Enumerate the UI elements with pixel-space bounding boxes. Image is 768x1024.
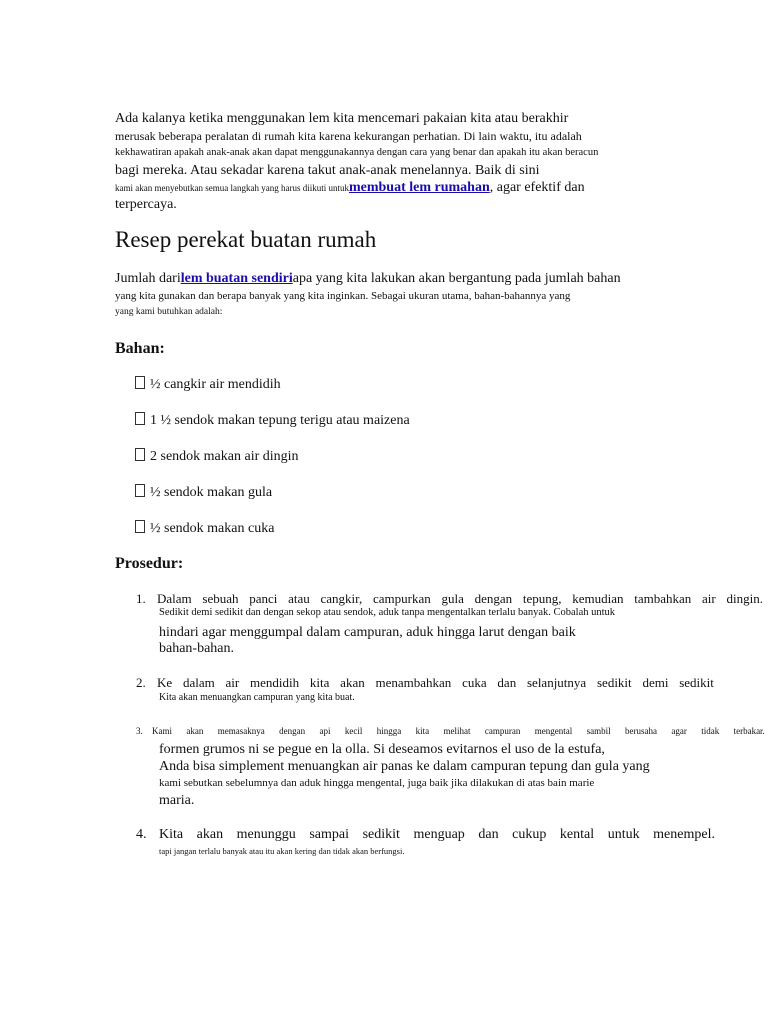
step-word: cuka (462, 675, 487, 690)
step-word: kita (415, 726, 430, 736)
ingredient-item (135, 520, 274, 537)
step-word: dan (478, 827, 499, 842)
step-word: tidak (701, 726, 720, 736)
step-1-line-3: hindari agar menggumpal dalam campuran, aduk hingga larut dengan baik (159, 625, 576, 640)
step-word: sedikit (679, 675, 714, 690)
step-word: hingga (376, 726, 402, 736)
step-4-line-2: tapi jangan terlalu banyak atau itu akan kering dan tidak akan berfungsi. (159, 846, 405, 856)
step-1-line-2: Sedikit demi sedikit dan dengan sekop atau sendok, aduk tanpa mengentalkan terlalu banyak. Cobalah untuk (159, 607, 616, 618)
bullet-box-icon (135, 376, 145, 389)
step-3-line-5: maria. (159, 793, 195, 808)
page-title: Resep perekat buatan rumah (115, 227, 377, 252)
step-word: demi (642, 675, 669, 690)
step-word: tambahkan (634, 591, 692, 606)
step-word: menunggu (236, 827, 296, 842)
step-word: kecil (344, 726, 363, 736)
ingredient-text: 1 ½ sendok makan tepung terigu atau maizena (150, 413, 410, 428)
step-1-line-1 (157, 591, 763, 607)
ingredient-text: ½ sendok makan cuka (150, 521, 275, 536)
ingredient-item (135, 448, 299, 465)
step-word: sampai (309, 827, 349, 842)
intro-line-4: bagi mereka. Atau sekadar karena takut anak-anak menelannya. Baik di sini (115, 163, 540, 178)
bullet-box-icon (135, 520, 145, 533)
step-word: akan (196, 827, 224, 842)
step-word: dingin. (726, 591, 763, 606)
step-word: air (702, 591, 716, 606)
step-word: mengental (534, 726, 573, 736)
step-word: sedikit (362, 827, 400, 842)
step-word: agar (671, 726, 687, 736)
step-word: kemudian (572, 591, 624, 606)
step-word: cukup (512, 827, 547, 842)
step-1-line-4: bahan-bahan. (159, 641, 235, 656)
intro-line-5-text: kami akan menyebutkan semua langkah yang harus diikuti untuk (115, 183, 349, 193)
step-word: panci (249, 591, 278, 606)
step-word: sambil (586, 726, 611, 736)
step-word: menguap (413, 827, 465, 842)
bahan-heading: Bahan: (115, 340, 165, 357)
intro-line-6: terpercaya. (115, 197, 177, 212)
step-word: sebuah (202, 591, 239, 606)
bullet-box-icon (135, 448, 145, 461)
step-word: Kami (152, 726, 172, 736)
intro-line-1: Ada kalanya ketika menggunakan lem kita mencemari pakaian kita atau berakhir (115, 111, 569, 126)
step-word: gula (441, 591, 464, 606)
ingredient-text: ½ cangkir air mendidih (150, 377, 281, 392)
step-word: berusaha (624, 726, 657, 736)
step-4-line-1 (159, 827, 715, 843)
step-2-line-2: Kita akan menuangkan campuran yang kita buat. (159, 692, 355, 703)
step-word: campurkan (372, 591, 431, 606)
step-3-line-2: formen grumos ni se pegue en la olla. Si deseamos evitarnos el uso de la estufa, (159, 742, 605, 757)
step-word: atau (288, 591, 310, 606)
prosedur-heading: Prosedur: (115, 555, 184, 572)
step-word: cangkir, (320, 591, 363, 606)
step-word: menempel. (653, 827, 715, 842)
step-word: dalam (182, 675, 215, 690)
step-2-line-1 (157, 675, 714, 691)
step-word: dengan (279, 726, 306, 736)
step-word: sedikit (596, 675, 632, 690)
ingredient-item (135, 412, 410, 429)
step-2-number: 2. (136, 675, 146, 690)
para2-line-1 (115, 271, 621, 287)
step-word: kental (559, 827, 595, 842)
bullet-box-icon (135, 484, 145, 497)
intro-line-5 (115, 180, 585, 196)
step-word: akan (186, 726, 204, 736)
step-1-number: 1. (136, 591, 146, 606)
step-3-number: 3. (136, 726, 143, 736)
intro-line-5-tail: , agar efektif dan (489, 180, 585, 195)
step-word: dengan (474, 591, 513, 606)
para2-line-2: yang kita gunakan dan berapa banyak yang kita inginkan. Sebagai ukuran utama, bahan-bahannya yang (115, 290, 571, 302)
ingredient-text: ½ sendok makan gula (150, 485, 273, 500)
step-word: tepung, (522, 591, 562, 606)
ingredient-item (135, 376, 281, 393)
step-word: melihat (443, 726, 471, 736)
membuat-lem-rumahan-link[interactable]: membuat lem rumahan (348, 180, 490, 195)
step-word: akan (340, 675, 365, 690)
step-word: campuran (484, 726, 521, 736)
step-word: memasaknya (217, 726, 265, 736)
step-3-line-1 (152, 726, 765, 736)
step-3-line-4: kami sebutkan sebelumnya dan aduk hingga mengental, juga baik jika dilakukan di atas bain marie (159, 777, 595, 789)
step-word: air (225, 675, 240, 690)
intro-line-3: kekhawatiran apakah anak-anak akan dapat menggunakannya dengan cara yang benar dan apakah itu akan beracun (115, 147, 599, 158)
step-word: mendidih (250, 675, 300, 690)
step-word: terbakar. (733, 726, 765, 736)
para2-line-3: yang kami butuhkan adalah: (115, 307, 223, 317)
step-word: Dalam (157, 591, 192, 606)
step-word: untuk (607, 827, 640, 842)
step-word: selanjutnya (526, 675, 587, 690)
step-3-line-3: Anda bisa simplement menuangkan air panas ke dalam campuran tepung dan gula yang (159, 759, 650, 774)
ingredient-text: 2 sendok makan air dingin (150, 449, 299, 464)
step-4-number: 4. (136, 827, 147, 842)
step-word: Ke (157, 675, 173, 690)
bullet-box-icon (135, 412, 145, 425)
step-word: api (319, 726, 331, 736)
step-word: menambahkan (375, 675, 452, 690)
lem-buatan-sendiri-link[interactable]: lem buatan sendiri (180, 271, 293, 286)
ingredient-item (135, 484, 272, 501)
step-word: dan (497, 675, 517, 690)
para2-line-1-pre: Jumlah dari (115, 271, 181, 286)
intro-line-2: merusak beberapa peralatan di rumah kita karena kekurangan perhatian. Di lain waktu, itu adalah (115, 129, 582, 143)
step-word: kita (309, 675, 330, 690)
para2-line-1-post: apa yang kita lakukan akan bergantung pada jumlah bahan (292, 271, 621, 286)
step-word: Kita (159, 827, 184, 842)
